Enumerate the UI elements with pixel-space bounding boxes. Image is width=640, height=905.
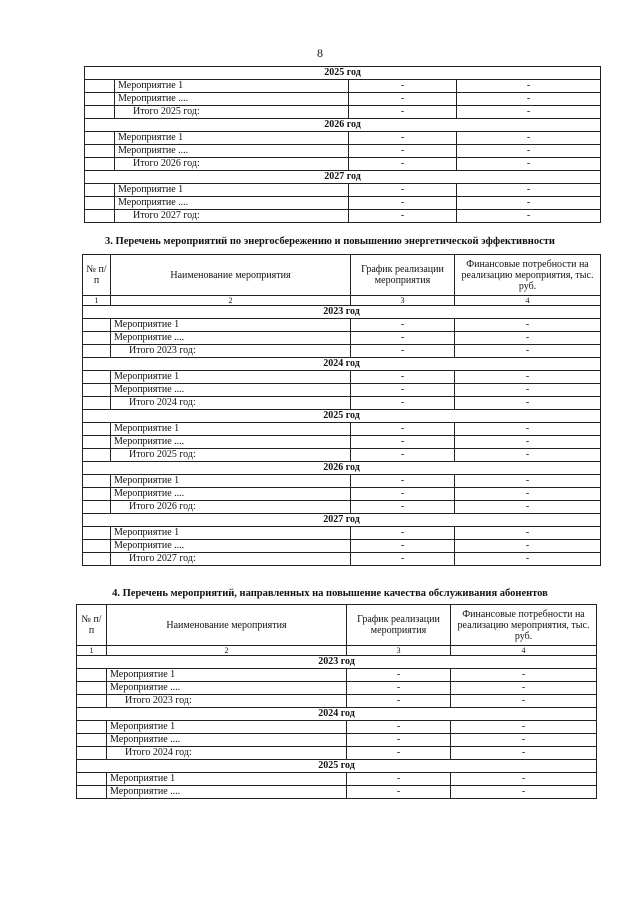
cell-num: [83, 475, 111, 488]
total-row: [77, 747, 597, 760]
cell-name: Мероприятие ....: [107, 786, 347, 799]
table-body: [77, 656, 597, 799]
header-finance: Финансовые потребности на реализацию мероприятия, тыс. руб.: [451, 605, 597, 646]
cell-name: Мероприятие 1: [107, 721, 347, 734]
header-name: Наименование мероприятия: [111, 255, 351, 296]
cell-finance: -: [455, 449, 601, 462]
cell-finance: -: [451, 734, 597, 747]
cell-finance: -: [451, 747, 597, 760]
cell-name: Мероприятие 1: [111, 423, 351, 436]
cell-num: [77, 721, 107, 734]
cell-schedule: -: [347, 669, 451, 682]
cell-schedule: -: [349, 184, 457, 197]
cell-finance: -: [451, 669, 597, 682]
col-number: 1: [83, 296, 111, 306]
cell-num: [77, 773, 107, 786]
cell-name: Мероприятие ....: [111, 384, 351, 397]
table-row: [77, 786, 597, 799]
cell-schedule: -: [349, 93, 457, 106]
cell-finance: -: [451, 682, 597, 695]
cell-finance: -: [457, 184, 601, 197]
cell-num: [77, 786, 107, 799]
col-number: 3: [347, 646, 451, 656]
cell-finance: -: [455, 423, 601, 436]
cell-num: [85, 80, 115, 93]
year-heading: 2023 год: [77, 656, 597, 669]
cell-finance: -: [455, 345, 601, 358]
year-heading: 2026 год: [83, 462, 601, 475]
table-row: [83, 436, 601, 449]
cell-name: Мероприятие ....: [115, 145, 349, 158]
total-row: [83, 501, 601, 514]
table-row: [83, 319, 601, 332]
header-schedule: График реализации мероприятия: [347, 605, 451, 646]
total-row: [85, 158, 601, 171]
cell-finance: -: [455, 475, 601, 488]
col-number: 2: [111, 296, 351, 306]
cell-num: [83, 371, 111, 384]
cell-name: Итого 2026 год:: [111, 501, 351, 514]
total-row: [83, 449, 601, 462]
year-heading: 2026 год: [85, 119, 601, 132]
cell-num: [83, 384, 111, 397]
cell-num: [83, 449, 111, 462]
cell-finance: -: [455, 371, 601, 384]
header-num: № п/п: [83, 255, 111, 296]
cell-name: Мероприятие ....: [111, 436, 351, 449]
cell-schedule: -: [349, 145, 457, 158]
cell-schedule: -: [349, 197, 457, 210]
cell-num: [83, 553, 111, 566]
col-number: 4: [455, 296, 601, 306]
cell-schedule: -: [351, 319, 455, 332]
cell-schedule: -: [349, 106, 457, 119]
table-row: [77, 682, 597, 695]
cell-schedule: -: [347, 747, 451, 760]
cell-name: Итого 2023 год:: [107, 695, 347, 708]
cell-finance: -: [457, 132, 601, 145]
total-row: [85, 210, 601, 223]
cell-num: [85, 210, 115, 223]
cell-schedule: -: [351, 553, 455, 566]
table-row: [83, 488, 601, 501]
year-row: [77, 656, 597, 669]
year-row: [83, 410, 601, 423]
cell-schedule: -: [351, 449, 455, 462]
cell-name: Мероприятие 1: [111, 475, 351, 488]
table-row: [77, 734, 597, 747]
cell-schedule: -: [347, 773, 451, 786]
year-heading: 2024 год: [83, 358, 601, 371]
cell-num: [77, 669, 107, 682]
cell-schedule: -: [347, 734, 451, 747]
cell-finance: -: [457, 145, 601, 158]
table-energy-saving: [82, 254, 601, 566]
table-row: [85, 80, 601, 93]
cell-num: [83, 332, 111, 345]
table-row: [83, 423, 601, 436]
cell-num: [77, 734, 107, 747]
cell-name: Мероприятие ....: [111, 332, 351, 345]
cell-schedule: -: [347, 721, 451, 734]
cell-finance: -: [451, 721, 597, 734]
cell-num: [83, 488, 111, 501]
cell-finance: -: [455, 488, 601, 501]
cell-name: Мероприятие ....: [111, 540, 351, 553]
cell-schedule: -: [351, 475, 455, 488]
cell-name: Итого 2027 год:: [115, 210, 349, 223]
year-row: [83, 462, 601, 475]
cell-schedule: -: [349, 132, 457, 145]
year-row: [85, 67, 601, 80]
cell-num: [85, 184, 115, 197]
cell-finance: -: [455, 319, 601, 332]
cell-finance: -: [457, 210, 601, 223]
cell-name: Мероприятие ....: [107, 682, 347, 695]
cell-finance: -: [457, 93, 601, 106]
cell-num: [83, 501, 111, 514]
table-row: [85, 93, 601, 106]
header-name: Наименование мероприятия: [107, 605, 347, 646]
year-heading: 2025 год: [77, 760, 597, 773]
cell-name: Итого 2027 год:: [111, 553, 351, 566]
col-number: 3: [351, 296, 455, 306]
table-body: [83, 306, 601, 566]
year-heading: 2023 год: [83, 306, 601, 319]
year-row: [83, 306, 601, 319]
cell-finance: -: [451, 773, 597, 786]
cell-name: Мероприятие 1: [115, 132, 349, 145]
cell-name: Мероприятие ....: [115, 197, 349, 210]
cell-schedule: -: [351, 488, 455, 501]
table-row: [77, 669, 597, 682]
cell-num: [77, 682, 107, 695]
cell-schedule: -: [351, 371, 455, 384]
year-row: [83, 514, 601, 527]
cell-num: [85, 158, 115, 171]
cell-finance: -: [457, 80, 601, 93]
cell-finance: -: [455, 332, 601, 345]
cell-num: [77, 747, 107, 760]
cell-name: Мероприятие ....: [115, 93, 349, 106]
year-heading: 2027 год: [85, 171, 601, 184]
cell-name: Итого 2025 год:: [115, 106, 349, 119]
col-number: 1: [77, 646, 107, 656]
table-row: [83, 332, 601, 345]
cell-finance: -: [455, 384, 601, 397]
cell-name: Мероприятие 1: [115, 80, 349, 93]
total-row: [83, 397, 601, 410]
header-num: № п/п: [77, 605, 107, 646]
year-heading: 2024 год: [77, 708, 597, 721]
cell-name: Мероприятие 1: [107, 669, 347, 682]
cell-num: [85, 132, 115, 145]
table-row: [85, 184, 601, 197]
table-continuation: [84, 66, 601, 223]
table-header: [77, 605, 597, 656]
cell-schedule: -: [351, 527, 455, 540]
table-row: [77, 721, 597, 734]
cell-num: [85, 93, 115, 106]
cell-name: Итого 2023 год:: [111, 345, 351, 358]
year-heading: 2025 год: [83, 410, 601, 423]
table-row: [77, 773, 597, 786]
year-heading: 2027 год: [83, 514, 601, 527]
cell-schedule: -: [351, 384, 455, 397]
year-row: [85, 171, 601, 184]
year-row: [77, 708, 597, 721]
cell-schedule: -: [347, 682, 451, 695]
table-row: [85, 145, 601, 158]
header-schedule: График реализации мероприятия: [351, 255, 455, 296]
cell-schedule: -: [351, 436, 455, 449]
cell-schedule: -: [351, 540, 455, 553]
table-body: [85, 67, 601, 223]
cell-name: Итого 2025 год:: [111, 449, 351, 462]
section-3-heading: 3. Перечень мероприятий по энергосбережению и повышению энергетической эффективности: [105, 236, 555, 247]
cell-num: [77, 695, 107, 708]
cell-finance: -: [455, 397, 601, 410]
cell-finance: -: [457, 106, 601, 119]
cell-name: Мероприятие ....: [107, 734, 347, 747]
cell-schedule: -: [351, 501, 455, 514]
total-row: [83, 345, 601, 358]
cell-name: Мероприятие 1: [107, 773, 347, 786]
cell-num: [83, 345, 111, 358]
cell-num: [83, 397, 111, 410]
cell-finance: -: [451, 695, 597, 708]
table-row: [83, 384, 601, 397]
cell-finance: -: [455, 436, 601, 449]
cell-schedule: -: [351, 423, 455, 436]
cell-finance: -: [451, 786, 597, 799]
section-4-heading: 4. Перечень мероприятий, направленных на повышение качества обслуживания абонентов: [112, 588, 548, 599]
cell-finance: -: [457, 197, 601, 210]
table-row: [83, 371, 601, 384]
cell-finance: -: [455, 553, 601, 566]
cell-finance: -: [455, 501, 601, 514]
cell-num: [83, 540, 111, 553]
cell-schedule: -: [349, 158, 457, 171]
cell-num: [83, 423, 111, 436]
cell-name: Мероприятие 1: [111, 319, 351, 332]
cell-name: Мероприятие ....: [111, 488, 351, 501]
table-row: [83, 527, 601, 540]
table-row: [85, 197, 601, 210]
cell-name: Мероприятие 1: [111, 371, 351, 384]
year-heading: 2025 год: [85, 67, 601, 80]
cell-num: [85, 145, 115, 158]
header-finance: Финансовые потребности на реализацию мероприятия, тыс. руб.: [455, 255, 601, 296]
col-number: 4: [451, 646, 597, 656]
cell-schedule: -: [351, 332, 455, 345]
table-customer-service: [76, 604, 597, 799]
page-number: 8: [317, 46, 323, 60]
year-row: [83, 358, 601, 371]
cell-num: [85, 197, 115, 210]
cell-name: Итого 2024 год:: [107, 747, 347, 760]
cell-name: Мероприятие 1: [115, 184, 349, 197]
cell-num: [83, 319, 111, 332]
year-row: [85, 119, 601, 132]
table-header: [83, 255, 601, 306]
cell-schedule: -: [351, 397, 455, 410]
total-row: [77, 695, 597, 708]
cell-schedule: -: [349, 210, 457, 223]
cell-finance: -: [455, 540, 601, 553]
table-row: [83, 540, 601, 553]
table-row: [83, 475, 601, 488]
table-row: [85, 132, 601, 145]
cell-num: [85, 106, 115, 119]
col-number: 2: [107, 646, 347, 656]
cell-schedule: -: [349, 80, 457, 93]
cell-finance: -: [457, 158, 601, 171]
cell-name: Итого 2024 год:: [111, 397, 351, 410]
cell-name: Мероприятие 1: [111, 527, 351, 540]
cell-schedule: -: [351, 345, 455, 358]
cell-finance: -: [455, 527, 601, 540]
cell-name: Итого 2026 год:: [115, 158, 349, 171]
total-row: [83, 553, 601, 566]
cell-schedule: -: [347, 695, 451, 708]
cell-num: [83, 527, 111, 540]
cell-num: [83, 436, 111, 449]
year-row: [77, 760, 597, 773]
total-row: [85, 106, 601, 119]
cell-schedule: -: [347, 786, 451, 799]
